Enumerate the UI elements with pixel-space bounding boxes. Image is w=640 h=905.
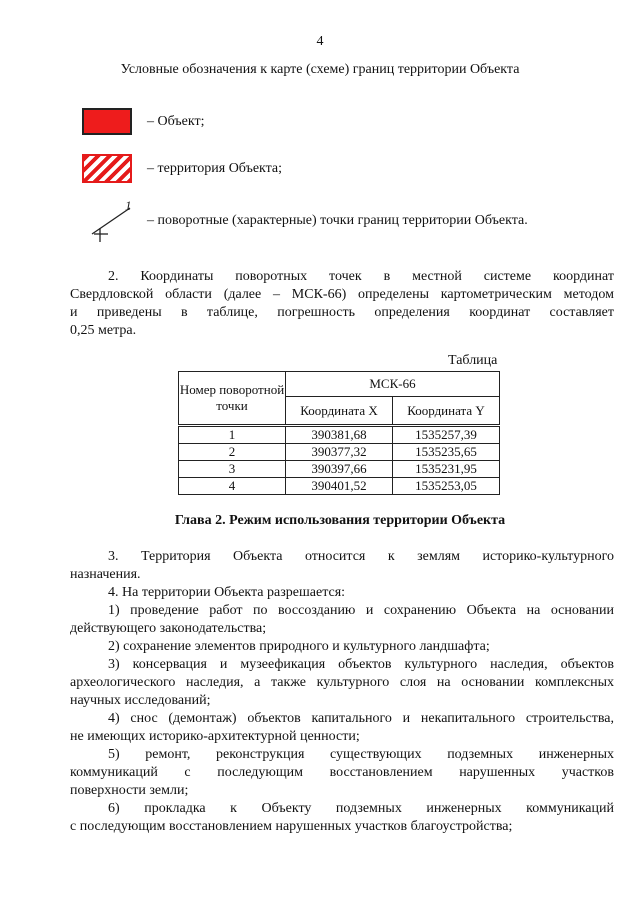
table-cell-x: 390377,32 [286,444,393,461]
legend-item-points: – поворотные (характерные) точки границ территории Объекта. [147,213,528,228]
object-legend-swatch [82,108,132,135]
list-item-3-line-1: 3) консервация и музеефикация объектов культурного наследия, объектов [108,657,614,672]
turning-point-marker-icon [86,198,138,244]
list-item-4-line-1: 4) снос (демонтаж) объектов капитального и некапитального строительства, [108,711,614,726]
paragraph-3-line-1: 3. Территория Объекта относится к землям историко-культурного [108,549,614,564]
header-x: Координата X [286,397,393,426]
paragraph-4: 4. На территории Объекта разрешается: [108,585,346,600]
table-cell-y: 1535253,05 [393,478,500,495]
legend-item-object: – Объект; [147,114,205,129]
list-item-1-line-1: 1) проведение работ по воссозданию и сохранению Объекта на основании [108,603,614,618]
header-system: МСК-66 [286,372,500,397]
table-cell-y: 1535257,39 [393,426,500,444]
territory-legend-swatch [82,154,132,183]
list-item-2: 2) сохранение элементов природного и культурного ландшафта; [108,639,490,654]
section-2-line-1: 2. Координаты поворотных точек в местной системе координат [108,269,614,284]
coordinates-table [178,371,500,495]
section-2-line-4: 0,25 метра. [70,323,137,338]
section-2-paragraph [70,268,614,340]
table-cell-y: 1535235,65 [393,444,500,461]
table-cell-n: 2 [179,444,286,461]
table-cell-n: 4 [179,478,286,495]
header-point-number: Номер поворотной точки [179,372,286,426]
list-item-3-line-2: археологического наследия, а также культурного слоя на основании комплексных [70,675,614,690]
page-number: 4 [316,34,324,49]
chapter-2-body [70,548,614,836]
list-item-6-line-2: с последующим восстановлением нарушенных участков благоустройства; [70,819,513,834]
section-2-line-2: Свердловской области (далее – МСК-66) определены картометрическим методом [70,287,614,302]
table-cell-x: 390397,66 [286,461,393,478]
header-y: Координата Y [393,397,500,426]
list-item-5-line-1: 5) ремонт, реконструкция существующих подземных инженерных [108,747,614,762]
table-caption: Таблица [448,353,498,368]
list-item-5-line-3: поверхности земли; [70,783,189,798]
table-cell-n: 1 [179,426,286,444]
list-item-6-line-1: 6) прокладка к Объекту подземных инженерных коммуникаций [108,801,614,816]
list-item-3-line-3: научных исследований; [70,693,211,708]
list-item-1-line-2: действующего законодательства; [70,621,267,636]
paragraph-3-line-2: назначения. [70,567,141,582]
table-cell-y: 1535231,95 [393,461,500,478]
point-marker-label: 1 [125,198,132,213]
table-cell-n: 3 [179,461,286,478]
table-cell-x: 390381,68 [286,426,393,444]
section-2-line-3: и приведены в таблице, погрешность определения координат составляет [70,305,614,320]
list-item-4-line-2: не имеющих историко-архитектурной ценности; [70,729,360,744]
legend-item-territory: – территория Объекта; [147,161,283,176]
list-item-5-line-2: коммуникаций с последующим восстановлением нарушенных участков [70,765,614,780]
table-cell-x: 390401,52 [286,478,393,495]
legend-title: Условные обозначения к карте (схеме) границ территории Объекта [120,62,520,77]
chapter-title: Глава 2. Режим использования территории Объекта [174,513,506,528]
